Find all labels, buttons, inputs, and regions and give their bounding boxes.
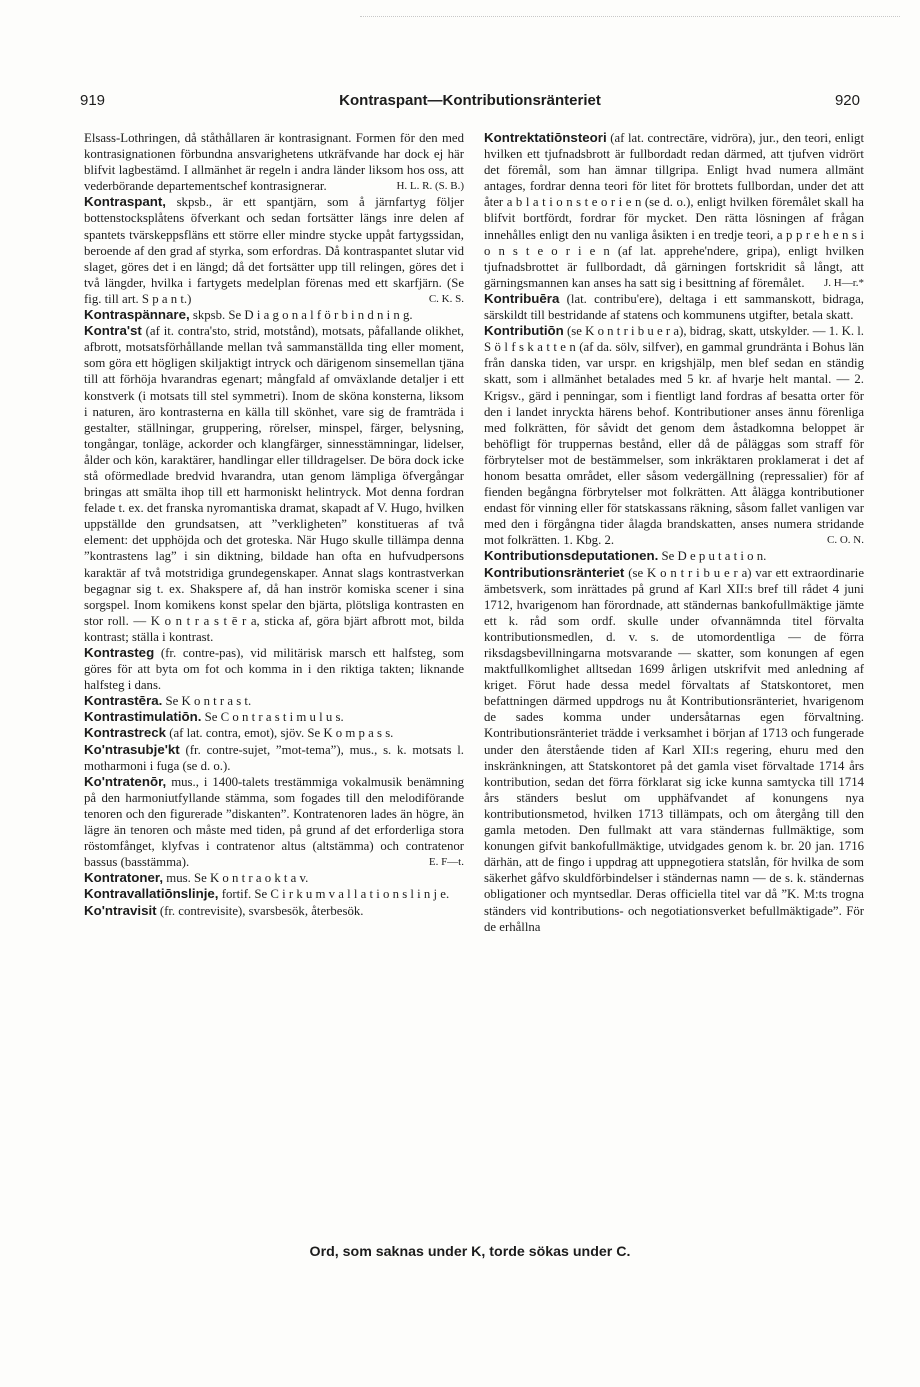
entry-text: Se C o n t r a s t i m u l u s. (204, 710, 344, 725)
entry-headword: Kontrastimulatiōn. (84, 709, 202, 725)
entry-headword: Kontribuēra (484, 290, 560, 306)
entry-headword: Kontravallatiōnslinje, (84, 886, 219, 902)
entry-text: fortif. Se C i r k u m v a l l a t i o n s l i n j e. (221, 887, 450, 902)
dictionary-entry (84, 886, 464, 902)
dictionary-entry (84, 307, 464, 323)
entry-text: (se K o n t r i b u e r a) var ett extraordinarie ämbetsverk, som inrättades på grund af Karl XII:s bref till rådet 4 juni 1712, hvarigenom han förordnade, att ständernas bankofullmäktige jämte ett k. råd som ordf. skulle under ofvannämnda titel förvalta kontributionsmedlen, d. v. s. de utomordentliga — de förra riksdagsbevillningarna motsvarande — skatter, som konungen af egen maktfullkomlighet alltsedan 1699 årligen utskrifvit med anledning af kriget. Förut hade dessa medel förvaltats af Statskontoret, men befattningen därmed uppdrogs nu åt Kontributionsränteriet, hvarigenom de sades komma under undersåtarnas egen förvaltning. Kontributionsränteriet trädde i verksamhet i början af 1713 och fungerade under den återstående tiden af Karl XII:s regering, ehuru med den inskränkningen, att Statskontoret på det gamla viset förvaltade 1714 års kontribution, sedan det förra förklarat sig icke kunna samtycka till 1714 års ständers beslut om upphäfvandet af konungens nya kontributionsmetod, hvilken 1713 tillämpats, och om återgång till den gamla metoden. Den fullmakt att vara ständernas fullmäktige, som konungen gifvit bankofullmäktige, utvidgades genom k. br. 20 jan. 1716 därhän, att de fingo i uppdrag att uppnegotiera statslån, för hvilka de som säkerhet gåfvo skuldförbindelser i ständernas namn — de s. k. ständernas obligationer och myntsedlar. Deras officiella titel var då ”K. M:ts trogna ständers vid kontributions- och negotiationsverket befullmäktigade”. För de erhållna (484, 565, 864, 934)
dictionary-entry (84, 693, 464, 709)
author-signature: C. O. N. (827, 534, 864, 547)
entry-text: Se K o n t r a s t. (165, 694, 252, 709)
author-signature: H. L. R. (S. B.) (396, 180, 464, 193)
entry-headword: Kontrektatiōnsteori (484, 130, 607, 145)
entry-text: mus., i 1400-talets trestämmiga vokalmusik benämning på den harmoniutfyllande stämma, som fogades till den melodiförande tenoren och den figurerade ”diskanten”. Kontratenoren lades än högre, än lägre än tenoren och måste med tiden, på grund af det erforderliga stora röstomfånget, klyfvas i contratenor altus (altstämma) och contratenor bassus (basstämma). (84, 774, 464, 870)
dictionary-entry (484, 291, 864, 323)
entry-headword: Ko'ntrasubje'kt (84, 741, 180, 757)
entry-headword: Kontraspant, (84, 194, 167, 210)
entry-headword: Kontra'st (84, 323, 142, 339)
entry-text: skpsb. Se D i a g o n a l f ö r b i n d n i n g. (192, 308, 413, 323)
dictionary-entry (84, 903, 464, 919)
dictionary-entry (84, 709, 464, 725)
dictionary-entry (484, 323, 864, 548)
entry-headword: Kontratoner, (84, 870, 164, 886)
running-title: Kontraspant—Kontributionsränteriet (339, 92, 601, 109)
entry-text: (af lat. contra, emot), sjöv. Se K o m p a s s. (169, 726, 394, 741)
entry-text: (fr. contre-pas), vid militärisk marsch ett halfsteg, som göres för att byta om fot och komma in i den riktiga takten; liknande halfsteg i dans. (84, 646, 464, 693)
left-column (84, 130, 464, 919)
entry-text: (af it. contra'sto, strid, motstånd), motsats, påfallande olikhet, afbrott, motsatsförhållande mellan två sammanställda ting eller moment, som göra ett högligen skiljaktigt intryck och därigenom sinsemellan tjäna till att förhöja hvarandras egenart; mångfald af omväxlande detaljer i ett konstverk (i motsats till stel symmetri). Inom de sköna konsterna, liksom i naturen, äro kontrasterna en källa till skönhet, vare sig de framträda i gestalter, ställningar, gruppering, rörelser, minspel, färger, belysning, tongångar, tonläge, ackorder och klangfärger, sinnesstämningar, lidelser, ålder och kön, karaktärer, handlingar eller tilldragelser. De böra dock icke stå oförmedlade bredvid hvarandra, utan genom lämpliga öfvergångar bringas att smälta ihop till ett harmoniskt helintryck. Mot denna fordran felade t. ex. det franska nyromantiska dramat, skapadt af V. Hugo, hvilken uppställde den grundsatsen, att ”verkligheten” konstitueras af två element: det upphöjda och det groteska. När Hugo skulle tillämpa denna ”kontrastens lag” i sin diktning, bildade han ofta en hufvudpersons karaktär af två motstridiga grundegenskaper. Annat slags kontrastverkan begagnar sig t. ex. Shakspere af, då han inströr komiska scener i sina sorgspel. Inom komikens konst spelar den bjärta, plötsliga kontrasten en stor roll. — K o n t r a s t ē r a, sticka af, göra bjärt afbrott mot, bilda kontrast; ställa i kontrast. (84, 324, 464, 644)
page-header (80, 92, 860, 112)
dictionary-entry (84, 323, 464, 645)
author-signature: J. H—r.* (823, 276, 864, 289)
entry-text: (fr. contrevisite), svarsbesök, återbesök. (159, 903, 364, 918)
entry-text: (fr. contre-sujet, ”mot-tema”), mus., s. k. motsats l. motharmoni i fuga (se d. o.). (84, 742, 465, 773)
entry-headword: Kontrastēra. (84, 693, 163, 709)
entry-headword: Kontrasteg (84, 645, 155, 660)
entry-headword: Kontributionsränteriet (484, 564, 625, 580)
entry-text: mus. Se K o n t r a o k t a v. (166, 871, 309, 886)
dictionary-entry (84, 742, 464, 774)
entry-headword: Kontrastreck (84, 725, 167, 741)
entry-headword: Kontraspännare, (84, 307, 190, 323)
dictionary-entry (84, 130, 464, 194)
author-signature: E. F—t. (428, 856, 464, 869)
footer-note: Ord, som saknas under K, torde sökas under C. (309, 1244, 631, 1260)
entry-headword: Ko'ntravisit (84, 902, 157, 918)
dictionary-entry (84, 774, 464, 871)
dictionary-entry (84, 645, 464, 693)
dictionary-entry (484, 130, 864, 291)
dictionary-entry (84, 725, 464, 741)
entry-headword: Ko'ntratenōr, (84, 773, 167, 789)
entry-headword: Kontributiōn (484, 323, 564, 339)
left-page-number: 919 (80, 92, 106, 109)
dictionary-entry (84, 194, 464, 307)
entry-text: Se D e p u t a t i o n. (661, 549, 767, 564)
dictionary-entry (84, 870, 464, 886)
entry-text: skpsb., är ett spantjärn, som å järnfartyg följer bottenstocksplåtens öfverkant och sedan fortsätter längs inre delen af spantets tvärskeppsfläns ett större eller mindre stycke uppåt fartygssidan, beroende af den grad af styrka, som erfordras. Då kontraspantet slutar vid slaget, göres det i en längd; då det fortsätter upp till relingen, göres det i två längder, hvilka i fartygets medelplan förenas med ett skarfjärn. (Se fig. till art. S p a n t.) (84, 195, 465, 306)
entry-headword: Kontributionsdeputationen. (484, 548, 659, 564)
dictionary-entry (484, 565, 864, 935)
right-column (484, 130, 864, 935)
author-signature: C. K. S. (428, 292, 464, 305)
scan-artifact-line (360, 16, 900, 17)
right-page-number: 920 (834, 92, 860, 109)
entry-text: (af lat. contrectāre, vidröra), jur., den teori, enligt hvilken ett tjufnadsbrott är fullbordadt redan därmed, att tjufven vidrört det föremål, som han ämnar tillgripa. Enligt hvad numera allmänt antages, fordrar denna teori för litet för brottets fullbordan, under det att åter a b l a t i o n s t e o r i e n (se d. o.), enligt hvilken föremålet skall ha blifvit bortfördt, fordrar för mycket. Den rätta lösningen af frågan innehålles enligt den nu vanliga åsikten i en tredje teori, a p p r e h e n s i o n s t e o r i e n (af lat. apprehe'ndere, gripa), enligt hvilken tjufnadsbrottet är fullbordadt, då gärningen fortskridit så långt, att gärningsmannen kan anses ha satt sig i besittning af föremålet. (484, 131, 864, 290)
entry-text: (lat. contribu'ere), deltaga i ett sammanskott, bidraga, särskildt till bestridande af statens och kommunens utgifter, betala skatt. (484, 291, 865, 323)
dictionary-entry (484, 548, 864, 564)
entry-text: Elsass-Lothringen, då ståthållaren är kontrasignant. Formen för den med kontrasignationen förbundna ansvarighetens utkräfvande har dock ej här blifvit lagbestämd. I allmänhet är regeln i andra länder liksom hos oss, att vederbörande departementschef kontrasignerar. (84, 131, 464, 194)
entry-text: (se K o n t r i b u e r a), bidrag, skatt, utskylder. — 1. K. l. S ö l f s k a t t e n (af da. sölv, silfver), en gammal grundränta i Bohus län från danska tiden, var urspr. en krigshjälp, men blef sedan en ständig skatt, som i allmänhet betalades med 5 kr. af hvarje helt mantal. — 2. Krigsv., gärd i penningar, som i fientligt land fordras af besatta orter för den i landet inryckta härens behof. Kontributioner anses ännu förenliga med folkrätten, för såvidt det genom dem åstadkomna beloppet är behöfligt för truppernas bestånd, eller då de påläggas som straff för förbrytelser mot de bestämmelser, som inkräktaren proklamerat i det af honom besatta området, eller såsom vedergällning (repressalier) för af fienden begångna förbrytelser mot folkrätten. Att ålägga kontributioner endast för vinning eller för statskassans räkning, såsom fallet vanligen var med den i förgångna tider ålagda brandskatten, anses numera stridande mot folkrätten. 1. Kbg. 2. (484, 324, 865, 548)
